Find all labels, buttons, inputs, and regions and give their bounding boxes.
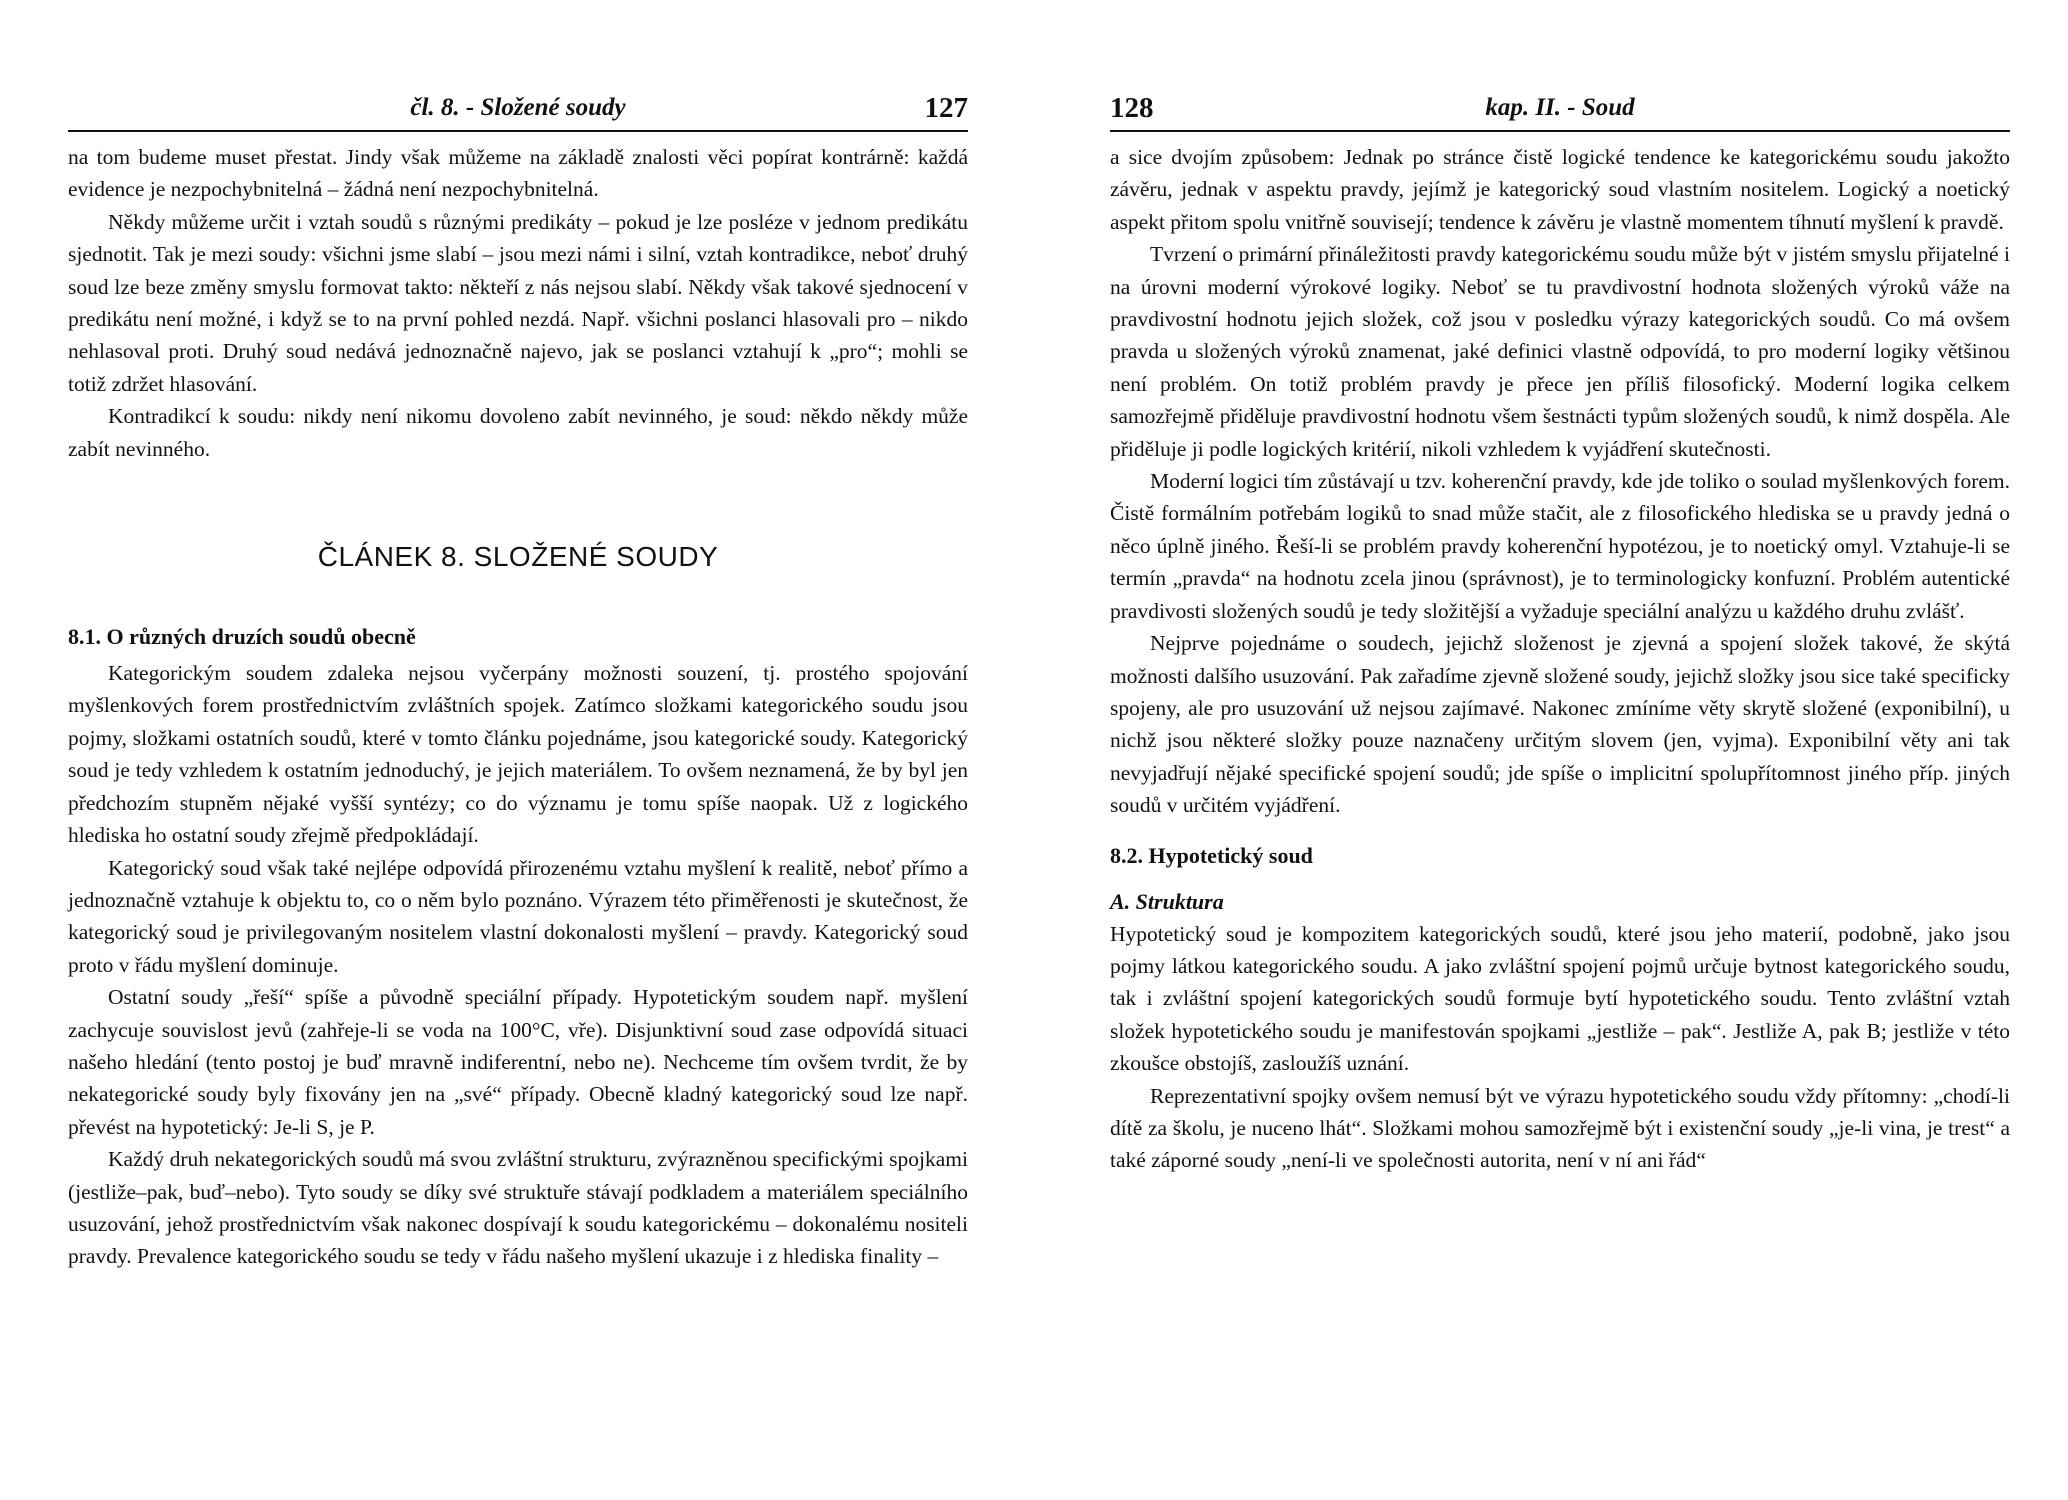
header-rule <box>1110 130 2010 132</box>
running-head-left <box>68 94 968 124</box>
paragraph: Tvrzení o primární přináležitosti pravdy kategorickému soudu může být v jistém smyslu přijatelné i na úrovni moderní výrokové logiky. Neboť se tu pravdivostní hodnota složených výroků váže na pravdivostní hodnotu jejich složek, což jsou v posledku výrazy kategorických soudů. Co má ovšem pravda u složených výroků znamenat, jaké definici vlastně odpovídá, to pro moderní logiky většinou není problém. On totiž problém pravdy je přece jen příliš filosofický. Moderní logika celkem samozřejmě přiděluje pravdivostní hodnotu všem šestnácti typům složených soudů, k nimž dospěla. Ale přiděluje ji podle logických kritérií, nikoli vzhledem k vyjádření skutečnosti. <box>1110 242 2010 461</box>
paragraph: Reprezentativní spojky ovšem nemusí být ve výrazu hypotetického soudu vždy přítomny: „chodí-li dítě za školu, je nuceno lhát“. Složkami mohou samozřejmě být i existenční soudy „je-li vina, je trest“ a také záporné soudy „není-li ve společnosti autorita, není v ní ani řád“ <box>1110 1083 2010 1173</box>
paragraph: Hypotetický soud je kompozitem kategorických soudů, které jsou jeho materií, podobně, jako jsou pojmy látkou kategorického soudu. A jako zvláštní spojení pojmů určuje bytnost kategorického soudu, tak i zvláštní spojení kategorických soudů formuje bytí hypotetického soudu. Tento zvláštní vztah složek hypotetického soudu je manifestován spojkami „jestliže – pak“. Jestliže A, pak B; jestliže v této zkoušce obstojíš, zasloužíš uznání. <box>1110 921 2010 1076</box>
running-title: kap. II. - Soud <box>1485 94 1635 121</box>
paragraph: Kontradikcí k soudu: nikdy není nikomu dovoleno zabít nevinného, je soud: někdo někdy může zabít nevinného. <box>68 404 968 461</box>
header-rule <box>68 130 968 132</box>
paragraph: Kategorickým soudem zdaleka nejsou vyčerpány možnosti souzení, tj. prostého spojování myšlenkových forem prostřednictvím zvláštních spojek. Zatímco složkami kategorického soudu jsou pojmy, složkami ostatních soudů, které v tomto článku pojednáme, jsou kategorické soudy. Kategorický soud je tedy vzhledem k ostatním jednoduchý, je jejich materiálem. To ovšem neznamená, že by byl jen předchozím stupněm nějaké vyšší syntézy; co do významu je tomu spíše naopak. Už z logického hlediska ho ostatní soudy zřejmě předpokládají. <box>68 661 968 848</box>
page-body-right <box>1110 141 2010 1177</box>
paragraph: a sice dvojím způsobem: Jednak po stránce čistě logické tendence ke kategorickému soudu jakožto závěru, jednak v aspektu pravdy, jejímž je kategorický soud vlastním nositelem. Logický a noetický aspekt přitom spolu vnitřně souvisejí; tendence k závěru je vlastně momentem tíhnutí myšlení k pravdě. <box>1110 145 2010 234</box>
subsection-heading: A. Struktura <box>1110 888 1224 914</box>
article-title: ČLÁNEK 8. SLOŽENÉ SOUDY <box>317 541 719 573</box>
running-title: čl. 8. - Složené soudy <box>410 94 626 121</box>
section-heading: 8.2. Hypotetický soud <box>1110 842 1313 868</box>
paragraph: Každý druh nekategorických soudů má svou zvláštní strukturu, zvýrazněnou specifickými spojkami (jestliže–pak, buď–nebo). Tyto soudy se díky své struktuře stávají podkladem a materiálem speciálního usuzování, jehož prostřednictvím však nakonec dospívají k soudu kategorickému – dokonalému nositeli pravdy. Prevalence kategorického soudu se tedy v řádu našeho myšlení ukazuje i z hlediska finality – <box>68 1147 968 1269</box>
running-head-right <box>1110 94 2010 124</box>
page-number: 127 <box>924 92 968 124</box>
page-number: 128 <box>1110 92 1154 124</box>
right-page <box>1110 0 2010 1500</box>
left-page <box>68 0 968 1500</box>
paragraph: na tom budeme muset přestat. Jindy však můžeme na základě znalosti věci popírat kontrárně: každá evidence je nezpochybnitelná – žádná není nezpochybnitelná. <box>68 145 968 202</box>
paragraph: Nejprve pojednáme o soudech, jejichž složenost je zjevná a spojení složek takové, že skýtá možnosti dalšího usuzování. Pak zařadíme zjevně složené soudy, jejichž složky jsou sice také specificky spojeny, ale pro usuzování už nejsou zajímavé. Nakonec zmíníme věty skrytě složené (exponibilní), u nichž jsou některé složky pouze naznačeny určitým slovem (jen, vyjma). Exponibilní věty ani tak nevyjadřují nějaké specifické spojení soudů; jde spíše o implicitní spolupřítomnost jiného příp. jiných soudů v určitém vyjádření. <box>1110 631 2010 818</box>
paragraph: Kategorický soud však také nejlépe odpovídá přirozenému vztahu myšlení k realitě, neboť přímo a jednoznačně vztahuje k objektu to, co o něm bylo poznáno. Výrazem této přiměřenosti je skutečnost, že kategorický soud je privilegovaným nositelem vlastní dokonalosti myšlení – pravdy. Kategorický soud proto v řádu myšlení dominuje. <box>68 855 968 977</box>
paragraph: Ostatní soudy „řeší“ spíše a původně speciální případy. Hypotetickým soudem např. myšlení zachycuje souvislost jevů (zahřeje-li se voda na 100°C, vře). Disjunktivní soud zase odpovídá situaci našeho hledání (tento postoj je buď mravně indiferentní, nebo ne). Nechceme tím ovšem tvrdit, že by nekategorické soudy byly fixovány jen na „své“ případy. Obecně kladný kategorický soud lze např. převést na hypotetický: Je-li S, je P. <box>68 985 968 1139</box>
page-body-left <box>68 141 968 1273</box>
paragraph: Moderní logici tím zůstávají u tzv. koherenční pravdy, kde jde toliko o soulad myšlenkových forem. Čistě formálním potřebám logiků to snad může stačit, ale z filosofického hlediska se u pravdy jedná o něco úplně jiného. Řeší-li se problém pravdy koherenční hypotézou, je to noetický omyl. Vztahuje-li se termín „pravda“ na hodnotu zcela jinou (správnost), je to terminologicky konfuzní. Problém autentické pravdivosti složených soudů je tedy složitější a vyžaduje speciální analýzu u každého druhu zvlášť. <box>1110 469 2010 623</box>
paragraph: Někdy můžeme určit i vztah soudů s různými predikáty – pokud je lze posléze v jednom predikátu sjednotit. Tak je mezi soudy: všichni jsme slabí – jsou mezi námi i silní, vztah kontradikce, neboť druhý soud lze beze změny smyslu formovat takto: někteří z nás nejsou slabí. Někdy však takové sjednocení v predikátu není možné, i když se to na první pohled nezdá. Např. všichni poslanci hlasovali pro – nikdo nehlasoval proti. Druhý soud nedává jednoznačně najevo, jak se poslanci vztahují k „pro“; mohli se totiž zdržet hlasování. <box>68 209 968 396</box>
section-heading: 8.1. O různých druzích soudů obecně <box>68 624 416 650</box>
